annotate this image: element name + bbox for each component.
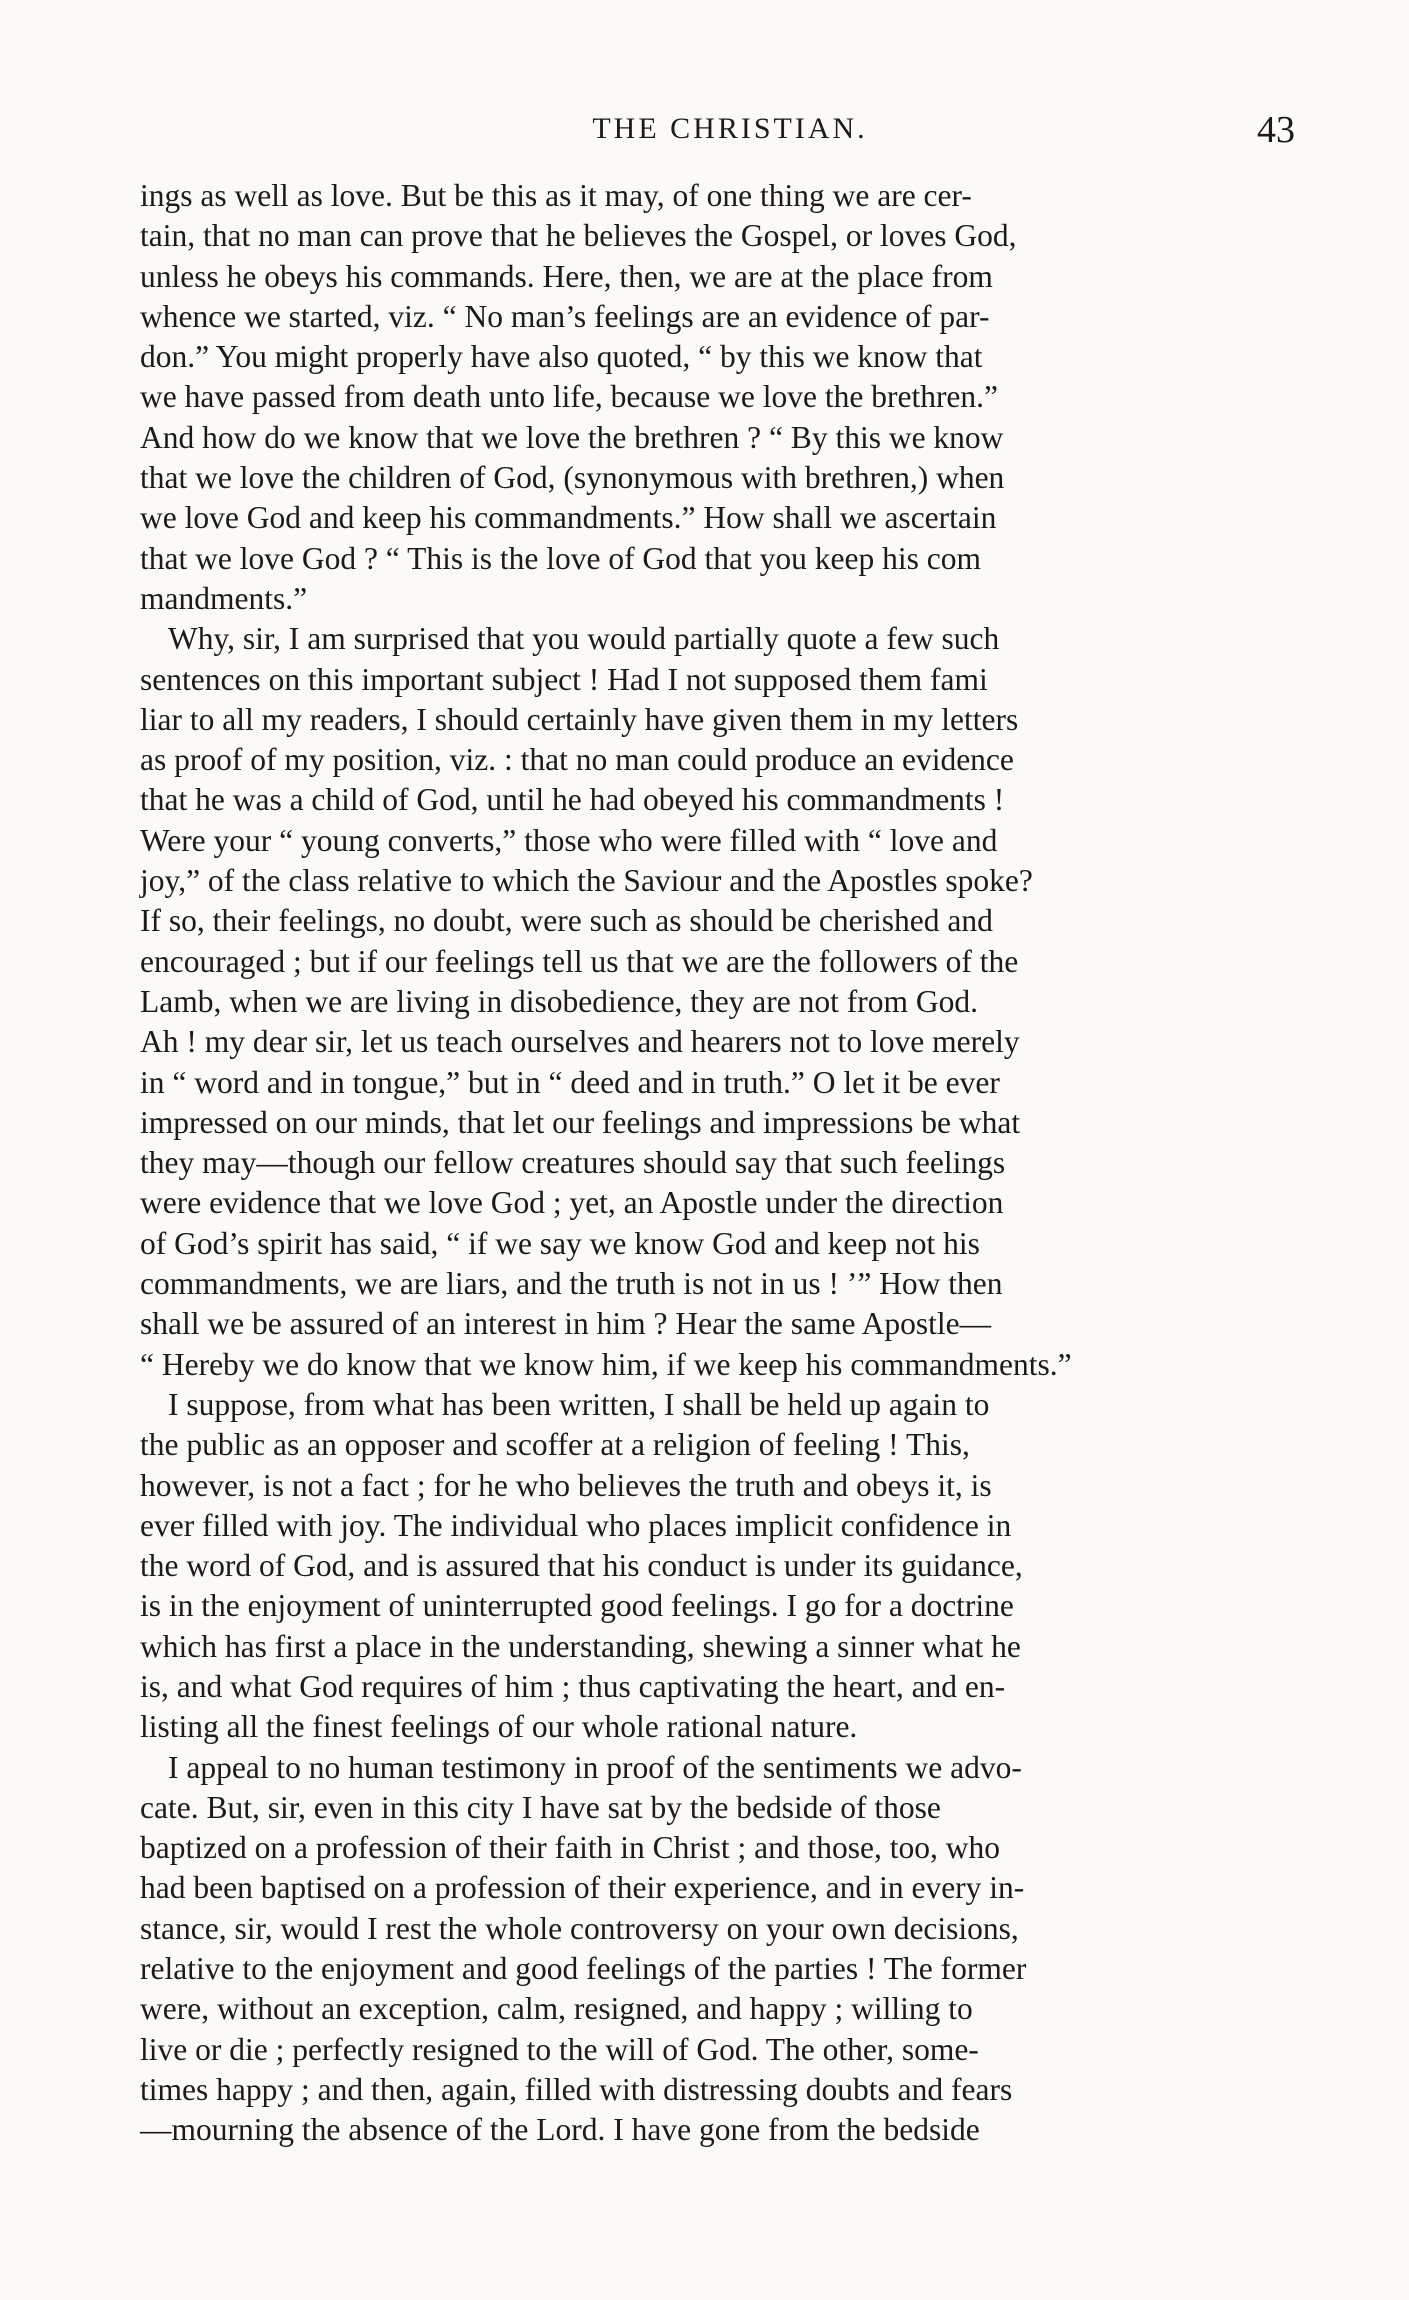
page-number: 43 <box>1257 109 1295 151</box>
text-line: —mourning the absence of the Lord. I have gone from the bedside <box>140 2112 980 2148</box>
text-line: whence we started, viz. “ No man’s feelings are an evidence of par- <box>140 298 990 334</box>
text-line: live or die ; perfectly resigned to the will of God. The other, some- <box>140 2031 979 2067</box>
text-line: in “ word and in tongue,” but in “ deed and in truth.” O let it be ever <box>140 1064 1000 1100</box>
text-line: as proof of my position, viz. : that no man could produce an evidence <box>140 742 1014 778</box>
text-line: listing all the finest feelings of our whole rational nature. <box>140 1709 858 1745</box>
text-line: Ah ! my dear sir, let us teach ourselves and hearers not to love merely <box>140 1024 1020 1060</box>
text-line: however, is not a fact ; for he who believes the truth and obeys it, is <box>140 1467 992 1503</box>
text-line: baptized on a profession of their faith in Christ ; and those, too, who <box>140 1830 1000 1866</box>
text-line: “ Hereby we do know that we know him, if we keep his commandments.” <box>140 1346 1072 1382</box>
text-line: If so, their feelings, no doubt, were such as should be cherished and <box>140 903 993 939</box>
text-line: joy,” of the class relative to which the Saviour and the Apostles spoke? <box>140 863 1033 899</box>
text-line: And how do we know that we love the brethren ? “ By this we know <box>140 419 1004 455</box>
text-line: the public as an opposer and scoffer at a religion of feeling ! This, <box>140 1427 970 1463</box>
text-line: of God’s spirit has said, “ if we say we know God and keep not his <box>140 1225 980 1261</box>
text-line: tain, that no man can prove that he believes the Gospel, or loves God, <box>140 218 1017 254</box>
text-line: Why, sir, I am surprised that you would partially quote a few such <box>168 621 1000 657</box>
paragraph <box>140 1748 1290 2151</box>
text-line: stance, sir, would I rest the whole controversy on your own decisions, <box>140 1910 1019 1946</box>
text-line: mandments.” <box>140 580 308 616</box>
running-title: THE CHRISTIAN. <box>592 112 868 145</box>
paragraph <box>140 1385 1290 1748</box>
paragraph <box>140 176 1290 619</box>
text-line: liar to all my readers, I should certainly have given them in my letters <box>140 701 1019 737</box>
text-line: don.” You might properly have also quoted, “ by this we know that <box>140 339 983 375</box>
text-line: commandments, we are liars, and the truth is not in us ! ’” How then <box>140 1266 1003 1302</box>
text-line: cate. But, sir, even in this city I have sat by the bedside of those <box>140 1789 941 1825</box>
text-line: relative to the enjoyment and good feelings of the parties ! The former <box>140 1951 1027 1987</box>
text-line: the word of God, and is assured that his conduct is under its guidance, <box>140 1548 1023 1584</box>
text-line: that he was a child of God, until he had obeyed his commandments ! <box>140 782 1005 818</box>
text-line: ings as well as love. But be this as it may, of one thing we are cer- <box>140 178 972 213</box>
text-line: is in the enjoyment of uninterrupted good feelings. I go for a doctrine <box>140 1588 1014 1624</box>
text-line: that we love God ? “ This is the love of God that you keep his com <box>140 540 981 576</box>
text-line: impressed on our minds, that let our feelings and impressions be what <box>140 1104 1021 1140</box>
text-line: we have passed from death unto life, because we love the brethren.” <box>140 379 999 415</box>
text-line: shall we be assured of an interest in him ? Hear the same Apostle— <box>140 1306 992 1342</box>
text-line: encouraged ; but if our feelings tell us that we are the followers of the <box>140 943 1019 979</box>
text-line: had been baptised on a profession of their experience, and in every in- <box>140 1870 1025 1906</box>
text-line: we love God and keep his commandments.” How shall we ascertain <box>140 500 997 536</box>
text-line: Were your “ young converts,” those who were filled with “ love and <box>140 822 998 858</box>
text-line: ever filled with joy. The individual who places implicit confidence in <box>140 1507 1012 1543</box>
text-line: that we love the children of God, (synonymous with brethren,) when <box>140 460 1005 496</box>
page-header <box>165 109 1295 162</box>
text-line: I appeal to no human testimony in proof of the sentiments we advo- <box>168 1749 1022 1785</box>
body-text <box>140 176 1290 2151</box>
text-line: sentences on this important subject ! Had I not supposed them fami <box>140 661 988 697</box>
text-line: which has first a place in the understanding, shewing a sinner what he <box>140 1628 1021 1664</box>
text-line: were, without an exception, calm, resigned, and happy ; willing to <box>140 1991 973 2027</box>
text-line: they may—though our fellow creatures should say that such feelings <box>140 1145 1006 1181</box>
text-line: were evidence that we love God ; yet, an Apostle under the direction <box>140 1185 1004 1221</box>
paragraph <box>140 619 1290 1385</box>
text-line: times happy ; and then, again, filled with distressing doubts and fears <box>140 2071 1013 2107</box>
text-line: is, and what God requires of him ; thus captivating the heart, and en- <box>140 1668 1006 1704</box>
text-line: Lamb, when we are living in disobedience, they are not from God. <box>140 983 978 1019</box>
text-line: I suppose, from what has been written, I shall be held up again to <box>168 1386 990 1422</box>
text-line: unless he obeys his commands. Here, then, we are at the place from <box>140 258 993 294</box>
